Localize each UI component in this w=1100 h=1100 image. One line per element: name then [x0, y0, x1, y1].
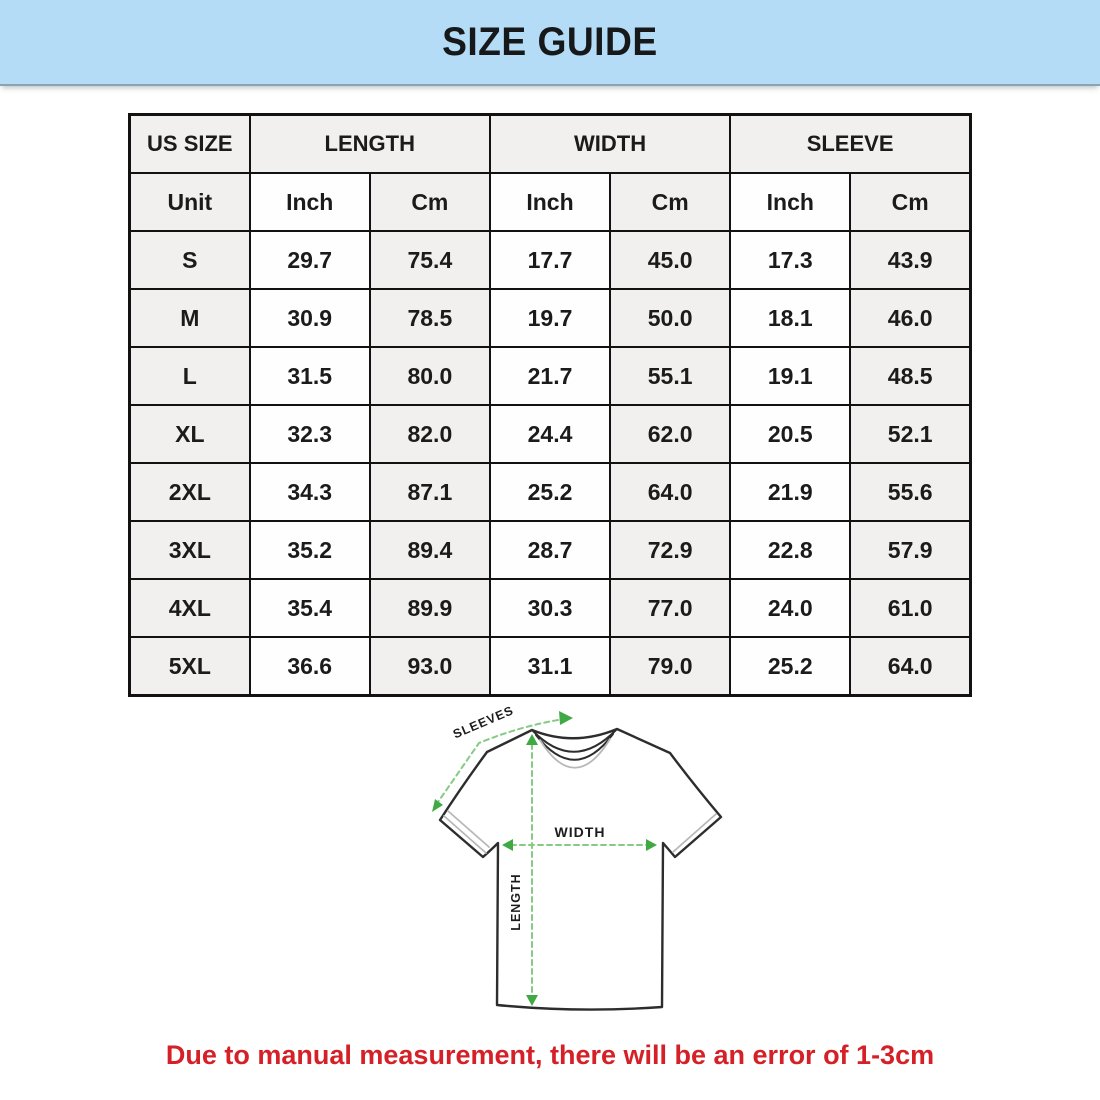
value-cell: 24.0 [730, 579, 850, 637]
unit-header-row [130, 173, 971, 231]
value-cell: 19.1 [730, 347, 850, 405]
value-cell: 77.0 [610, 579, 730, 637]
value-cell: 72.9 [610, 521, 730, 579]
col-header-length: LENGTH [250, 115, 490, 174]
value-cell: 52.1 [850, 405, 970, 463]
size-label-cell: M [130, 289, 250, 347]
table-row-l [130, 347, 971, 405]
size-table [128, 113, 972, 697]
value-cell: 19.7 [490, 289, 610, 347]
title-bar [0, 0, 1100, 86]
value-cell: 30.9 [250, 289, 370, 347]
unit-header-cell: Cm [370, 173, 490, 231]
value-cell: 89.9 [370, 579, 490, 637]
value-cell: 61.0 [850, 579, 970, 637]
value-cell: 64.0 [610, 463, 730, 521]
value-cell: 93.0 [370, 637, 490, 696]
value-cell: 28.7 [490, 521, 610, 579]
value-cell: 32.3 [250, 405, 370, 463]
value-cell: 62.0 [610, 405, 730, 463]
col-header-us-size: US SIZE [130, 115, 250, 174]
table-row-xl [130, 405, 971, 463]
value-cell: 57.9 [850, 521, 970, 579]
table-row-5xl [130, 637, 971, 696]
sleeves-arrowhead-left [432, 799, 443, 812]
table-row-m [130, 289, 971, 347]
value-cell: 17.7 [490, 231, 610, 289]
value-cell: 64.0 [850, 637, 970, 696]
sleeves-label: SLEEVES [450, 703, 516, 742]
value-cell: 36.6 [250, 637, 370, 696]
value-cell: 80.0 [370, 347, 490, 405]
group-header-row [130, 115, 971, 174]
tshirt-outline [440, 729, 721, 1010]
unit-header-cell: Inch [250, 173, 370, 231]
tshirt-diagram [380, 690, 800, 1030]
value-cell: 55.6 [850, 463, 970, 521]
value-cell: 50.0 [610, 289, 730, 347]
value-cell: 48.5 [850, 347, 970, 405]
value-cell: 31.1 [490, 637, 610, 696]
value-cell: 75.4 [370, 231, 490, 289]
measurement-note: Due to manual measurement, there will be an error of 1-3cm [165, 1040, 935, 1070]
value-cell: 17.3 [730, 231, 850, 289]
col-header-sleeve: SLEEVE [730, 115, 970, 174]
unit-header-cell: Inch [490, 173, 610, 231]
value-cell: 29.7 [250, 231, 370, 289]
size-label-cell: 3XL [130, 521, 250, 579]
value-cell: 20.5 [730, 405, 850, 463]
col-header-width: WIDTH [490, 115, 730, 174]
length-label: LENGTH [509, 873, 523, 931]
value-cell: 55.1 [610, 347, 730, 405]
table-row-s [130, 231, 971, 289]
size-label-cell: L [130, 347, 250, 405]
page-title: SIZE GUIDE [442, 19, 658, 64]
value-cell: 89.4 [370, 521, 490, 579]
value-cell: 24.4 [490, 405, 610, 463]
size-label-cell: XL [130, 405, 250, 463]
unit-header-cell: Unit [130, 173, 250, 231]
size-label-cell: 5XL [130, 637, 250, 696]
value-cell: 43.9 [850, 231, 970, 289]
value-cell: 25.2 [490, 463, 610, 521]
value-cell: 22.8 [730, 521, 850, 579]
value-cell: 82.0 [370, 405, 490, 463]
value-cell: 35.2 [250, 521, 370, 579]
size-label-cell: S [130, 231, 250, 289]
value-cell: 34.3 [250, 463, 370, 521]
sleeves-arrowhead-right [559, 711, 573, 725]
table-row-3xl [130, 521, 971, 579]
value-cell: 45.0 [610, 231, 730, 289]
value-cell: 78.5 [370, 289, 490, 347]
value-cell: 21.7 [490, 347, 610, 405]
unit-header-cell: Cm [610, 173, 730, 231]
value-cell: 79.0 [610, 637, 730, 696]
value-cell: 46.0 [850, 289, 970, 347]
width-label: WIDTH [554, 824, 606, 840]
value-cell: 30.3 [490, 579, 610, 637]
value-cell: 35.4 [250, 579, 370, 637]
unit-header-cell: Cm [850, 173, 970, 231]
table-row-4xl [130, 579, 971, 637]
table-row-2xl [130, 463, 971, 521]
value-cell: 25.2 [730, 637, 850, 696]
unit-header-cell: Inch [730, 173, 850, 231]
size-label-cell: 2XL [130, 463, 250, 521]
value-cell: 31.5 [250, 347, 370, 405]
value-cell: 87.1 [370, 463, 490, 521]
value-cell: 21.9 [730, 463, 850, 521]
value-cell: 18.1 [730, 289, 850, 347]
size-label-cell: 4XL [130, 579, 250, 637]
tshirt-diagram-svg [380, 690, 800, 1030]
